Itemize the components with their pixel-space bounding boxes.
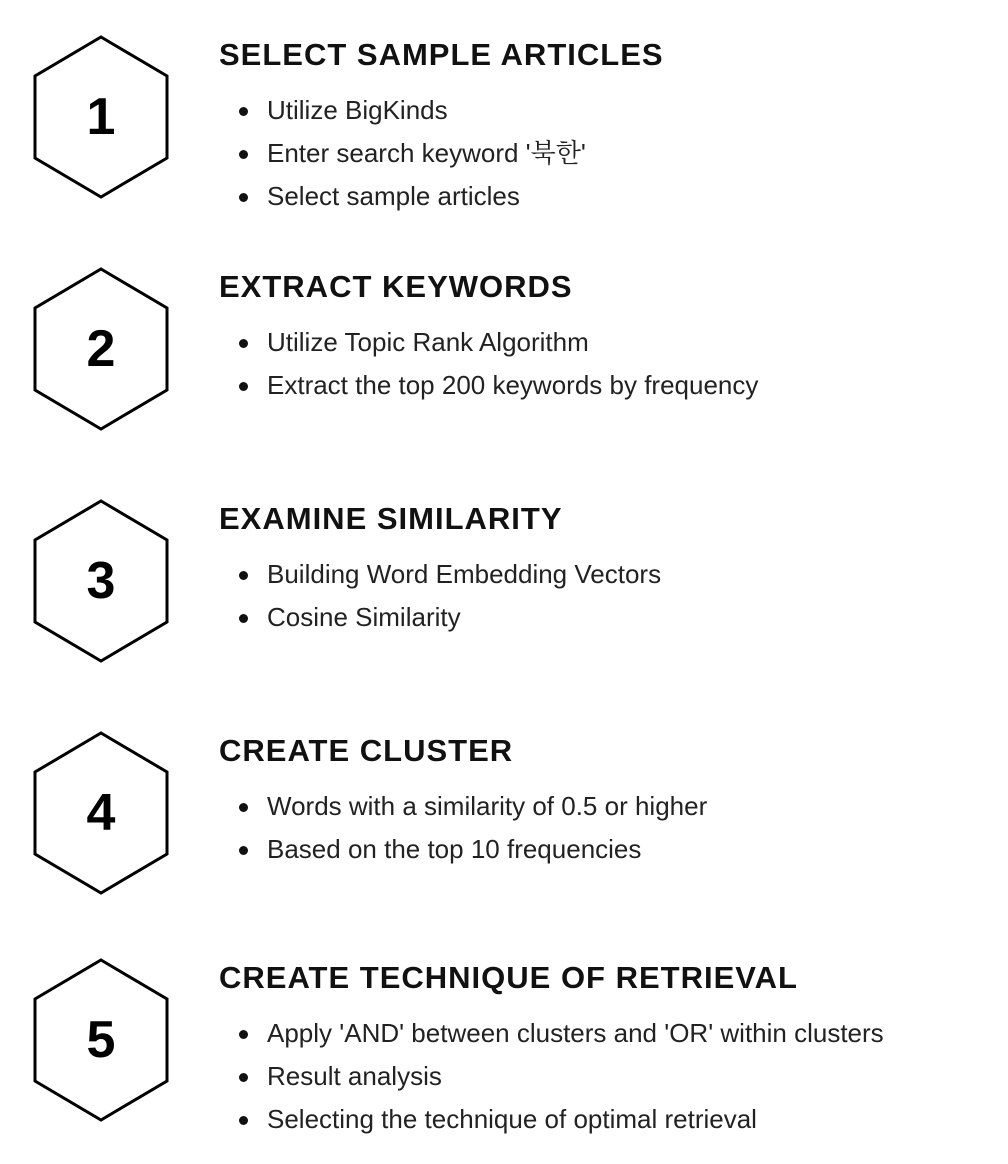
step-title: EXTRACT KEYWORDS xyxy=(219,269,573,304)
hexagon-badge xyxy=(33,731,169,895)
bullet-text: Enter search keyword '북한' xyxy=(267,138,586,168)
bullet-dot xyxy=(239,382,248,391)
step-title: CREATE TECHNIQUE OF RETRIEVAL xyxy=(219,960,798,995)
bullet-text: Utilize BigKinds xyxy=(267,95,448,125)
bullet-dot xyxy=(239,1073,248,1082)
step-number: 3 xyxy=(86,552,116,610)
bullet-dot xyxy=(239,571,248,580)
step-title: EXAMINE SIMILARITY xyxy=(219,501,563,536)
bullet-text: Result analysis xyxy=(267,1061,442,1091)
step-number: 4 xyxy=(86,784,116,842)
hexagon-badge xyxy=(33,35,169,199)
step-title: CREATE CLUSTER xyxy=(219,733,514,768)
step-title: SELECT SAMPLE ARTICLES xyxy=(219,37,664,72)
bullet-dot xyxy=(239,1030,248,1039)
bullet-dot xyxy=(239,846,248,855)
hexagon-badge xyxy=(33,958,169,1122)
bullet-text: Based on the top 10 frequencies xyxy=(267,834,642,864)
bullet-text: Extract the top 200 keywords by frequency xyxy=(267,370,759,400)
bullet-text: Words with a similarity of 0.5 or higher xyxy=(267,791,708,821)
bullet-text: Utilize Topic Rank Algorithm xyxy=(267,327,589,357)
hexagon-badge xyxy=(33,499,169,663)
bullet-dot xyxy=(239,193,248,202)
bullet-dot xyxy=(239,1116,248,1125)
bullet-dot xyxy=(239,803,248,812)
hexagon-badge xyxy=(33,267,169,431)
bullet-text: Select sample articles xyxy=(267,181,520,211)
bullet-dot xyxy=(239,339,248,348)
bullet-dot xyxy=(239,614,248,623)
bullet-text: Cosine Similarity xyxy=(267,602,461,632)
step-number: 1 xyxy=(86,88,116,146)
bullet-text: Building Word Embedding Vectors xyxy=(267,559,662,589)
step-number: 5 xyxy=(86,1011,116,1069)
bullet-dot xyxy=(239,150,248,159)
bullet-dot xyxy=(239,107,248,116)
step-number: 2 xyxy=(86,320,116,378)
bullet-text: Selecting the technique of optimal retrieval xyxy=(267,1104,757,1134)
bullet-text: Apply 'AND' between clusters and 'OR' within clusters xyxy=(267,1018,884,1048)
